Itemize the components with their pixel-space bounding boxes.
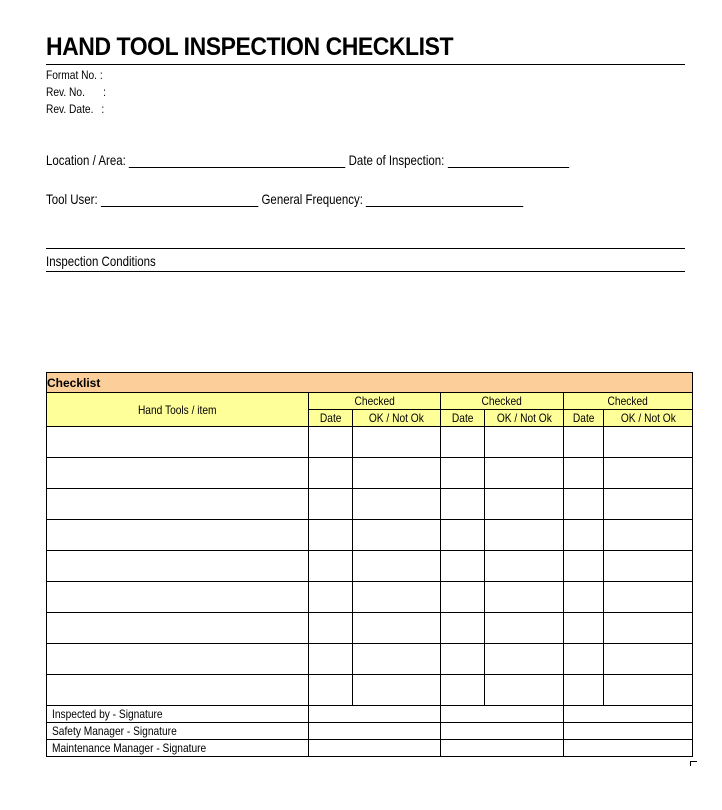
title-divider <box>46 64 685 65</box>
date-cell[interactable] <box>564 489 604 520</box>
tool-user-frequency-row <box>46 191 524 207</box>
signature-cell[interactable] <box>441 740 564 757</box>
maintenance-manager-label: Maintenance Manager - Signature <box>47 740 309 757</box>
date-of-inspection-label: Date of Inspection: <box>348 152 445 168</box>
date-cell[interactable] <box>441 613 485 644</box>
signature-cell[interactable] <box>441 706 564 723</box>
signature-cell[interactable] <box>564 706 693 723</box>
table-row <box>47 675 693 706</box>
date-cell[interactable] <box>441 489 485 520</box>
date-cell[interactable] <box>309 582 353 613</box>
tool-user-label: Tool User: <box>46 191 98 207</box>
item-cell[interactable] <box>47 458 309 489</box>
date-cell[interactable] <box>441 520 485 551</box>
status-cell[interactable] <box>604 520 693 551</box>
table-row <box>47 520 693 551</box>
date-cell[interactable] <box>564 675 604 706</box>
inspection-conditions-label: Inspection Conditions <box>46 253 156 269</box>
safety-manager-label: Safety Manager - Signature <box>47 723 309 740</box>
status-cell[interactable] <box>353 427 441 458</box>
date-cell[interactable] <box>441 675 485 706</box>
status-header-3: OK / Not Ok <box>604 410 693 427</box>
signature-cell[interactable] <box>309 723 441 740</box>
status-cell[interactable] <box>604 458 693 489</box>
format-no-label: Format No. : <box>46 68 103 82</box>
date-cell[interactable] <box>441 582 485 613</box>
item-cell[interactable] <box>47 613 309 644</box>
status-cell[interactable] <box>485 644 564 675</box>
location-label: Location / Area: <box>46 152 126 168</box>
date-cell[interactable] <box>309 489 353 520</box>
item-cell[interactable] <box>47 644 309 675</box>
date-header-2: Date <box>441 410 485 427</box>
status-cell[interactable] <box>604 675 693 706</box>
inspected-by-row <box>47 706 693 723</box>
date-cell[interactable] <box>309 644 353 675</box>
status-cell[interactable] <box>353 613 441 644</box>
signature-cell[interactable] <box>564 740 693 757</box>
date-cell[interactable] <box>309 613 353 644</box>
status-cell[interactable] <box>485 613 564 644</box>
location-field[interactable] <box>129 153 345 168</box>
status-cell[interactable] <box>353 551 441 582</box>
status-cell[interactable] <box>604 427 693 458</box>
date-cell[interactable] <box>309 551 353 582</box>
page-title: HAND TOOL INSPECTION CHECKLIST <box>46 33 454 61</box>
date-cell[interactable] <box>564 520 604 551</box>
date-cell[interactable] <box>441 644 485 675</box>
rev-date-colon: : <box>101 102 105 116</box>
item-cell[interactable] <box>47 551 309 582</box>
inspected-by-label: Inspected by - Signature <box>47 706 309 723</box>
date-cell[interactable] <box>309 458 353 489</box>
status-cell[interactable] <box>485 458 564 489</box>
location-date-row <box>46 152 569 168</box>
date-cell[interactable] <box>564 427 604 458</box>
status-cell[interactable] <box>604 644 693 675</box>
checked-header-3: Checked <box>564 393 693 410</box>
general-frequency-label: General Frequency: <box>261 191 363 207</box>
status-header-1: OK / Not Ok <box>353 410 441 427</box>
table-row <box>47 582 693 613</box>
status-cell[interactable] <box>604 551 693 582</box>
date-cell[interactable] <box>441 427 485 458</box>
tool-user-field[interactable] <box>101 192 258 207</box>
date-cell[interactable] <box>564 613 604 644</box>
checklist-table <box>46 372 693 757</box>
date-cell[interactable] <box>441 551 485 582</box>
checked-header-1: Checked <box>309 393 441 410</box>
checklist-header-row <box>47 373 693 393</box>
status-cell[interactable] <box>353 489 441 520</box>
hand-tools-item-header: Hand Tools / item <box>47 393 309 427</box>
checked-header-2: Checked <box>441 393 564 410</box>
general-frequency-field[interactable] <box>366 192 523 207</box>
date-cell[interactable] <box>564 458 604 489</box>
table-row <box>47 489 693 520</box>
table-row <box>47 458 693 489</box>
date-cell[interactable] <box>564 551 604 582</box>
status-cell[interactable] <box>353 644 441 675</box>
item-cell[interactable] <box>47 582 309 613</box>
item-cell[interactable] <box>47 675 309 706</box>
status-cell[interactable] <box>485 675 564 706</box>
status-cell[interactable] <box>485 520 564 551</box>
table-row <box>47 613 693 644</box>
table-row <box>47 551 693 582</box>
status-cell[interactable] <box>353 675 441 706</box>
checklist-section-title: Checklist <box>47 373 693 393</box>
signature-cell[interactable] <box>309 706 441 723</box>
conditions-bottom-rule <box>46 271 685 272</box>
status-cell[interactable] <box>485 551 564 582</box>
rev-date-row <box>46 102 104 116</box>
signature-cell[interactable] <box>564 723 693 740</box>
date-cell[interactable] <box>309 675 353 706</box>
date-header-3: Date <box>564 410 604 427</box>
date-cell[interactable] <box>564 644 604 675</box>
item-cell[interactable] <box>47 489 309 520</box>
table-row <box>47 427 693 458</box>
status-cell[interactable] <box>604 582 693 613</box>
date-cell[interactable] <box>441 458 485 489</box>
date-cell[interactable] <box>309 520 353 551</box>
item-cell[interactable] <box>47 427 309 458</box>
rev-no-colon: : <box>103 85 106 99</box>
status-cell[interactable] <box>353 520 441 551</box>
checked-header-row <box>47 393 693 410</box>
rev-no-label: Rev. No. <box>46 85 85 99</box>
rev-no-row <box>46 85 106 99</box>
status-cell[interactable] <box>485 582 564 613</box>
date-cell[interactable] <box>564 582 604 613</box>
status-cell[interactable] <box>604 613 693 644</box>
date-header-1: Date <box>309 410 353 427</box>
status-cell[interactable] <box>604 489 693 520</box>
signature-cell[interactable] <box>441 723 564 740</box>
status-cell[interactable] <box>353 582 441 613</box>
status-cell[interactable] <box>485 489 564 520</box>
status-header-2: OK / Not Ok <box>485 410 564 427</box>
status-cell[interactable] <box>485 427 564 458</box>
table-row <box>47 644 693 675</box>
safety-manager-row <box>47 723 693 740</box>
maintenance-manager-row <box>47 740 693 757</box>
item-cell[interactable] <box>47 520 309 551</box>
corner-mark <box>690 761 697 766</box>
date-of-inspection-field[interactable] <box>448 153 569 168</box>
rev-date-label: Rev. Date. <box>46 102 94 116</box>
status-cell[interactable] <box>353 458 441 489</box>
conditions-top-rule <box>46 248 685 249</box>
signature-cell[interactable] <box>309 740 441 757</box>
date-cell[interactable] <box>309 427 353 458</box>
